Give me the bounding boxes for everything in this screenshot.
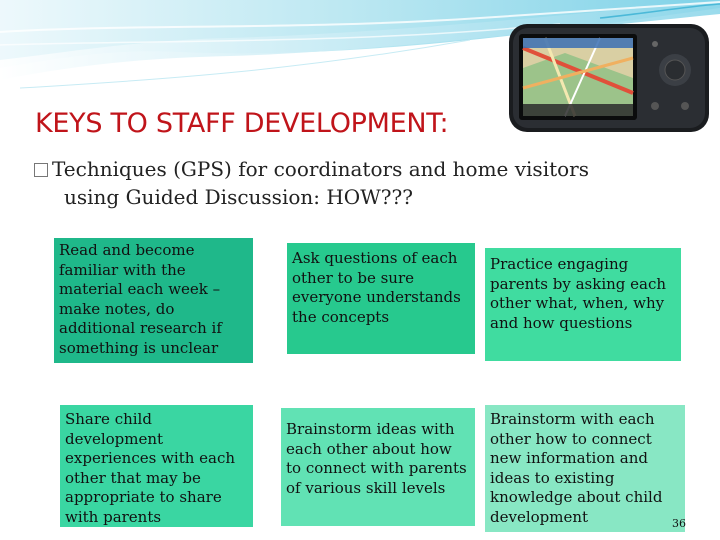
technique-box-ask-questions: Ask questions of each other to be sure everyone understands the concepts xyxy=(287,243,475,354)
page-number: 36 xyxy=(672,517,686,530)
bullet-icon xyxy=(34,163,48,177)
technique-box-read: Read and become familiar with the material each week – make notes, do additional research if something is unclear xyxy=(54,238,253,363)
technique-box-share-experiences: Share child development experiences with each other that may be appropriate to share with parents xyxy=(60,405,253,527)
slide-subtitle xyxy=(34,155,714,211)
technique-box-practice: Practice engaging parents by asking each other what, when, why and how questions xyxy=(485,248,681,361)
subtitle-line-1-text: Techniques (GPS) for coordinators and home visitors xyxy=(52,157,589,181)
subtitle-line-1 xyxy=(34,155,714,183)
subtitle-line-2: using Guided Discussion: HOW??? xyxy=(64,185,413,209)
technique-box-brainstorm-parents: Brainstorm ideas with each other about how to connect with parents of various skill levels xyxy=(281,408,475,526)
technique-box-brainstorm-knowledge: Brainstorm with each other how to connect new information and ideas to existing knowledge about child development xyxy=(485,405,685,532)
gps-device-image xyxy=(505,18,715,138)
slide-title: KEYS TO STAFF DEVELOPMENT: xyxy=(35,108,449,139)
